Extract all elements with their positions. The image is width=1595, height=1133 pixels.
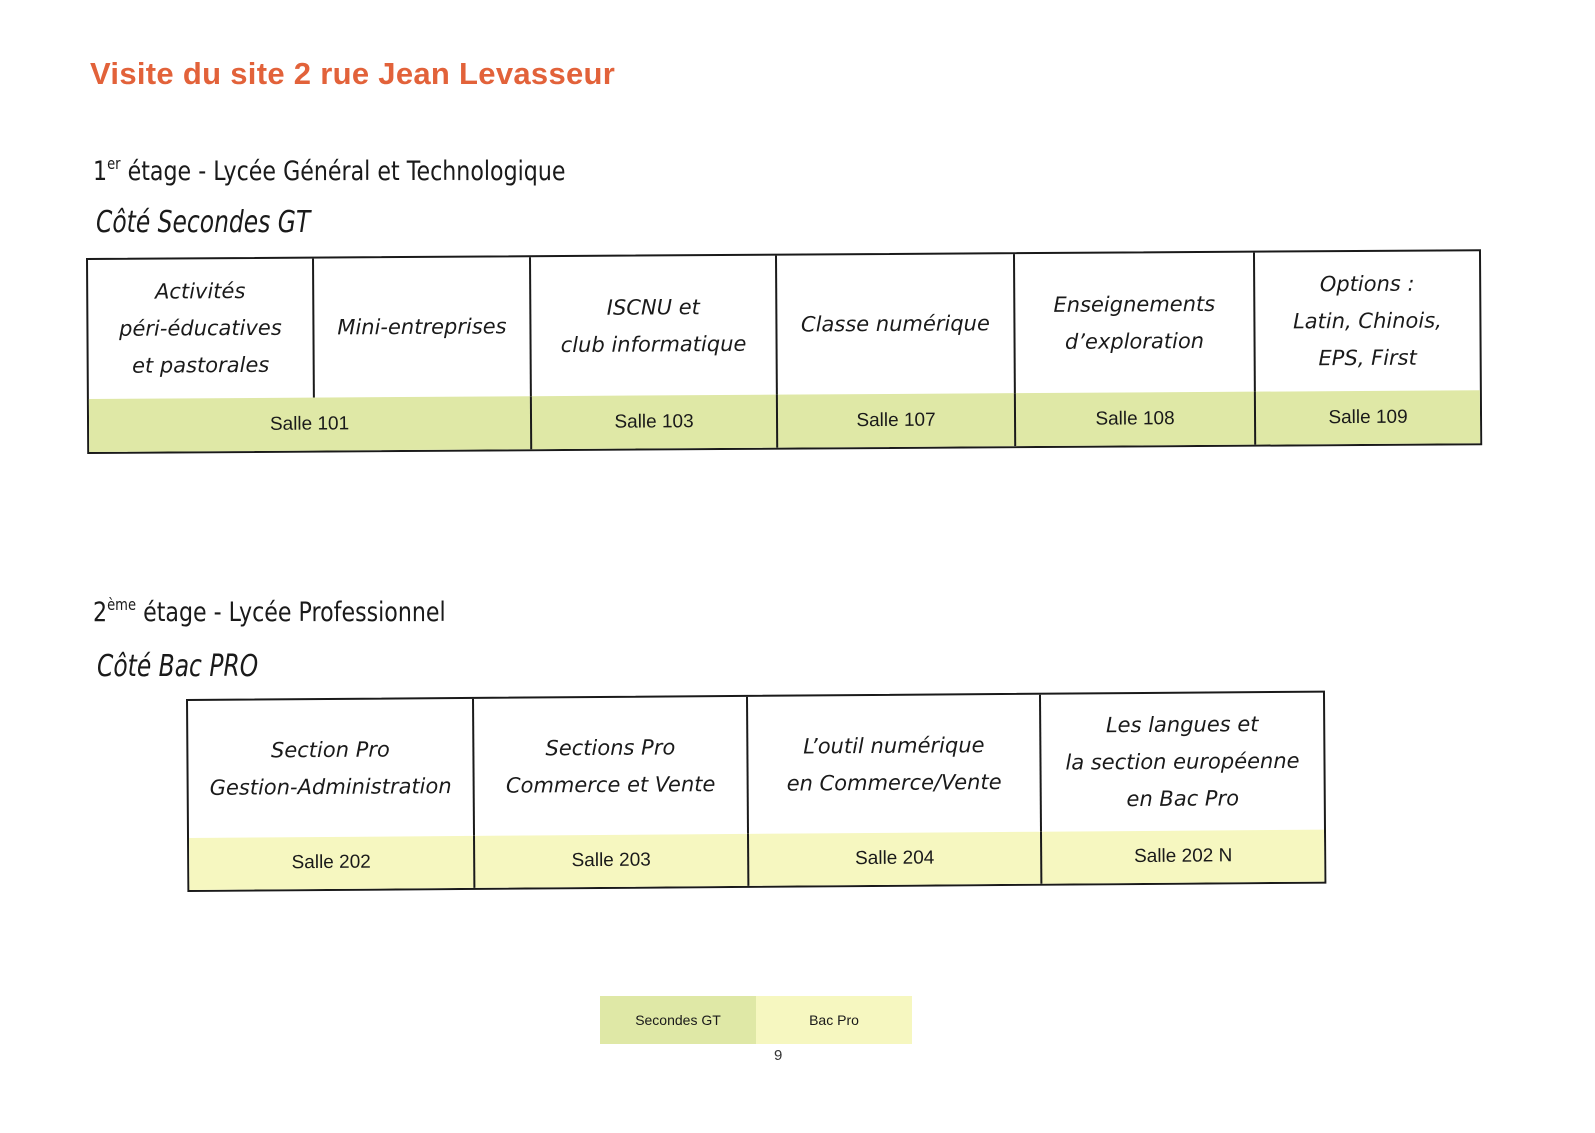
room-label: Salle 103	[530, 395, 776, 450]
activity-cell: ISCNU et club informatique	[529, 256, 776, 397]
room-label: Salle 101	[89, 396, 530, 452]
floor2-room-table	[186, 691, 1326, 892]
floor1-side: Côté Secondes GT	[96, 205, 311, 240]
activity-cell: Mini-entreprises	[312, 257, 530, 397]
room-label: Salle 202 N	[1040, 830, 1324, 884]
floor2-label: étage - Lycée Professionnel	[143, 597, 446, 628]
activity-cell: Classe numérique	[775, 254, 1014, 394]
activity-cell: Enseignements d’exploration	[1013, 253, 1254, 394]
floor1-suffix: er	[107, 154, 121, 173]
activity-cell: Activités péri-éducatives et pastorales	[119, 278, 282, 378]
legend-secondes-gt: Secondes GT	[600, 996, 756, 1044]
floor2-suffix: ème	[107, 595, 137, 614]
activity-cell: Section Pro Gestion-Administration	[209, 737, 452, 800]
room-label: Salle 107	[776, 393, 1014, 447]
color-legend	[600, 996, 912, 1044]
floor2-heading	[93, 595, 446, 628]
room-label: Salle 109	[1254, 390, 1480, 444]
room-label: Salle 202	[189, 836, 473, 890]
floor1-heading	[93, 154, 565, 187]
legend-bac-pro: Bac Pro	[756, 996, 912, 1044]
floor1-label: étage - Lycée Général et Technologique	[127, 156, 566, 187]
activity-cell: Sections Pro Commerce et Vente	[472, 697, 747, 836]
room-label: Salle 204	[747, 832, 1040, 886]
floor1-room-table	[86, 249, 1482, 454]
page-number: 9	[774, 1047, 783, 1064]
activity-cell: Options : Latin, Chinois, EPS, First	[1253, 251, 1480, 391]
activity-cell: Les langues et la section européenne en Bac Pro	[1039, 693, 1324, 832]
room-label: Salle 203	[473, 834, 747, 888]
floor1-number: 1	[93, 156, 108, 187]
room-label: Salle 108	[1014, 392, 1254, 447]
floor2-side: Côté Bac PRO	[97, 649, 259, 684]
floor2-number: 2	[93, 597, 108, 628]
activity-cell: L’outil numérique en Commerce/Vente	[746, 695, 1040, 834]
page-title: Visite du site 2 rue Jean Levasseur	[90, 56, 616, 91]
